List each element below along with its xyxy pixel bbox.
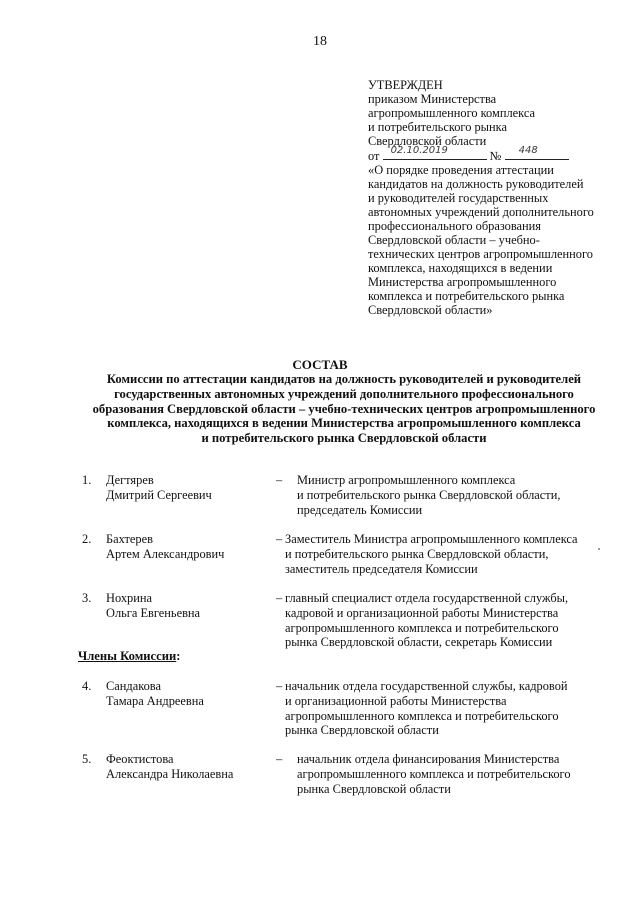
dash-separator: – [276, 473, 283, 487]
member-number: 2. [82, 532, 92, 546]
member-description [285, 591, 615, 650]
subtitle-line: образования Свердловской области – учебно-технических центров агропромышленного [92, 401, 596, 416]
handwritten-number: 448 [518, 145, 538, 156]
number-field [505, 145, 569, 160]
dash-separator: – [276, 591, 283, 605]
members-heading-text: Члены Комиссии [78, 649, 177, 663]
member-name [106, 752, 233, 782]
approval-subject: кандидатов на должность руководителей [368, 177, 584, 191]
member-surname: Сандакова [106, 679, 161, 693]
member-number: 5. [82, 752, 92, 766]
member-given-name: Ольга Евгеньевна [106, 605, 201, 620]
scan-speck [598, 548, 600, 550]
member-number: 3. [82, 591, 92, 605]
description-line: и потребительского рынка Свердловской области, [297, 487, 561, 502]
approval-block [368, 78, 618, 317]
description-line: председатель Комиссии [297, 502, 423, 517]
approval-line: УТВЕРЖДЕН [368, 78, 443, 92]
member-description [285, 679, 615, 738]
description-line: рынка Свердловской области [285, 723, 439, 738]
subtitle-line: и потребительского рынка Свердловской области [201, 431, 487, 446]
member-name [106, 591, 200, 621]
subtitle-line: государственных автономных учреждений дополнительного профессионального [114, 386, 574, 401]
approval-subject: и руководителей государственных [368, 191, 549, 205]
subtitle-line: Комиссии по аттестации кандидатов на должность руководителей и руководителей [106, 372, 582, 386]
description-line: заместитель председателя Комиссии [285, 561, 478, 576]
member-number: 1. [82, 473, 92, 487]
approval-subject: автономных учреждений дополнительного [368, 205, 594, 219]
member-surname: Нохрина [106, 591, 152, 605]
approval-line: агропромышленного комплекса [368, 106, 536, 120]
member-description [297, 752, 627, 796]
approval-subject: Свердловской области – учебно- [368, 233, 540, 247]
member-description [297, 473, 627, 517]
number-prefix: № [489, 149, 502, 163]
description-line: рынка Свердловской области [297, 781, 451, 796]
member-given-name: Тамара Андреевна [106, 693, 204, 708]
approval-date-line [368, 145, 618, 163]
description-line: агропромышленного комплекса и потребительского [285, 620, 559, 635]
member-name [106, 532, 224, 562]
approval-subject: комплекса и потребительского рынка [368, 289, 565, 303]
member-number: 4. [82, 679, 92, 693]
members-heading-colon: : [176, 649, 181, 663]
handwritten-date: 02.10.2019 [390, 145, 448, 156]
member-name [106, 679, 204, 709]
approval-subject: профессионального образования [368, 219, 542, 233]
description-line: начальник отдела государственной службы, кадровой [285, 679, 568, 693]
description-line: и потребительского рынка Свердловской области, [285, 546, 549, 561]
description-line: кадровой и организационной работы Министерства [285, 605, 559, 620]
member-surname: Феоктистова [106, 752, 174, 766]
description-line: главный специалист отдела государственной службы, [285, 591, 569, 605]
member-description [285, 532, 615, 576]
approval-subject: Министерства агропромышленного [368, 275, 557, 289]
date-field [383, 145, 487, 160]
dash-separator: – [276, 532, 283, 546]
dash-separator: – [276, 752, 283, 766]
description-line: и организационной работы Министерства [285, 693, 507, 708]
dash-separator: – [276, 679, 283, 693]
member-name [106, 473, 212, 503]
approval-line: Свердловской области [368, 134, 487, 148]
approval-line: приказом Министерства [368, 92, 497, 106]
approval-subject: технических центров агропромышленного [368, 247, 593, 261]
member-given-name: Дмитрий Сергеевич [106, 487, 212, 502]
members-heading [78, 649, 180, 664]
date-prefix: от [368, 149, 380, 163]
subtitle-line: комплекса, находящихся в ведении Министерства агропромышленного комплекса [107, 416, 581, 431]
description-line: Министр агропромышленного комплекса [297, 473, 516, 487]
document-title: СОСТАВ [292, 357, 348, 372]
approval-line: и потребительского рынка [368, 120, 507, 134]
description-line: начальник отдела финансирования Министерства [297, 752, 560, 766]
description-line: агропромышленного комплекса и потребительского [285, 708, 559, 723]
approval-subject: Свердловской области» [368, 303, 493, 317]
member-given-name: Александра Николаевна [106, 766, 234, 781]
page-number: 18 [313, 34, 327, 49]
description-line: рынка Свердловской области, секретарь Комиссии [285, 635, 553, 650]
member-surname: Бахтерев [106, 532, 153, 546]
description-line: Заместитель Министра агропромышленного комплекса [285, 532, 578, 546]
member-given-name: Артем Александрович [106, 546, 225, 561]
document-subtitle [74, 372, 614, 446]
approval-subject: «О порядке проведения аттестации [368, 163, 554, 177]
description-line: агропромышленного комплекса и потребительского [297, 766, 571, 781]
member-surname: Дегтярев [106, 473, 154, 487]
approval-subject: комплекса, находящихся в ведении [368, 261, 553, 275]
